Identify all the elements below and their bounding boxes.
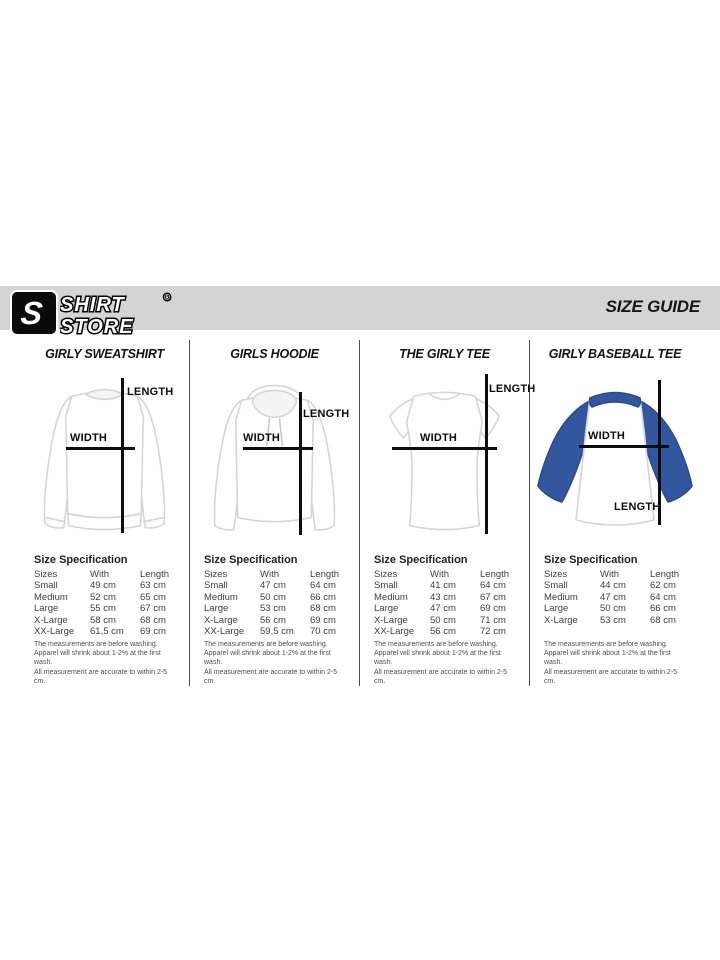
spec-cell: Large <box>204 603 229 615</box>
spec-col-header: Sizes <box>204 569 228 580</box>
spec-table <box>544 569 686 626</box>
measurement-footnote <box>204 640 345 686</box>
page-title: SIZE GUIDE <box>605 297 700 316</box>
spec-col-header: Sizes <box>544 569 568 580</box>
spec-cell: 64 cm <box>480 580 506 592</box>
spec-col-header: Length <box>650 569 680 580</box>
spec-cell: 47 cm <box>600 591 626 603</box>
spec-cell: X-Large <box>204 614 238 626</box>
spec-cell: 53 cm <box>260 603 286 615</box>
spec-col-header: Sizes <box>34 569 58 580</box>
spec-cell: Medium <box>34 591 68 603</box>
spec-cell: 41 cm <box>430 580 456 592</box>
width-measure-line <box>579 445 669 448</box>
spec-heading: Size Specification <box>374 554 468 566</box>
spec-cell: 68 cm <box>310 603 336 615</box>
spec-cell: 68 cm <box>140 614 166 626</box>
spec-col-header: With <box>600 569 619 580</box>
registered-mark-icon: ® <box>164 293 171 302</box>
spec-col-header: With <box>260 569 279 580</box>
spec-cell: XX-Large <box>34 626 75 638</box>
hoodie-drawing <box>190 370 359 546</box>
spec-cell: 64 cm <box>650 591 676 603</box>
spec-cell: Medium <box>204 591 238 603</box>
tee-illustration <box>360 370 536 546</box>
spec-col-header: Sizes <box>374 569 398 580</box>
length-measure-line <box>485 374 488 534</box>
spec-row <box>204 615 345 626</box>
size-specification <box>34 554 175 638</box>
width-label: WIDTH <box>243 432 281 444</box>
spec-row <box>204 580 345 591</box>
spec-header-row <box>204 569 345 580</box>
column-title: GIRLY SWEATSHIRT <box>45 347 164 361</box>
spec-row <box>34 603 175 614</box>
spec-col-header: With <box>430 569 449 580</box>
spec-cell: 65 cm <box>140 591 166 603</box>
spec-row <box>374 603 515 614</box>
column-the-girly-tee <box>360 340 536 686</box>
spec-table <box>34 569 175 637</box>
spec-cell: 59,5 cm <box>260 626 294 638</box>
spec-cell: 50 cm <box>260 591 286 603</box>
measurement-footnote <box>544 640 686 686</box>
spec-row <box>544 603 686 614</box>
column-title: GIRLS HOODIE <box>230 347 319 361</box>
spec-cell: X-Large <box>374 614 408 626</box>
spec-cell: XX-Large <box>204 626 245 638</box>
spec-heading: Size Specification <box>544 554 638 566</box>
width-measure-line <box>66 447 135 450</box>
spec-cell: 44 cm <box>600 580 626 592</box>
spec-cell: Small <box>204 580 228 592</box>
spec-cell: 55 cm <box>90 603 116 615</box>
size-specification <box>374 554 515 638</box>
spec-row <box>374 580 515 591</box>
spec-row <box>204 626 345 637</box>
spec-row <box>374 626 515 637</box>
length-measure-line <box>121 378 124 533</box>
footnote-line: The measurements are before washing. <box>34 641 158 648</box>
footnote-line: The measurements are before washing. <box>544 641 668 648</box>
spec-row <box>544 580 686 591</box>
spec-row <box>544 615 686 626</box>
brand-line1: SHIRT <box>60 294 125 316</box>
brand-wordmark <box>60 292 190 340</box>
size-specification <box>544 554 686 638</box>
brand-line2: STORE <box>60 316 134 338</box>
spec-col-header: Length <box>480 569 510 580</box>
spec-cell: 61,5 cm <box>90 626 124 638</box>
length-label: LENGTH <box>127 386 174 398</box>
footnote-line: The measurements are before washing. <box>374 641 498 648</box>
column-girly-baseball-tee <box>530 340 700 686</box>
hoodie-illustration <box>190 370 359 546</box>
spec-cell: 67 cm <box>480 591 506 603</box>
spec-cell: X-Large <box>544 614 578 626</box>
spec-cell: 56 cm <box>430 626 456 638</box>
spec-col-header: With <box>90 569 109 580</box>
spec-cell: 49 cm <box>90 580 116 592</box>
sweatshirt-illustration <box>20 370 189 546</box>
spec-cell: 47 cm <box>430 603 456 615</box>
spec-cell: 56 cm <box>260 614 286 626</box>
spec-cell: 66 cm <box>650 603 676 615</box>
spec-cell: 72 cm <box>480 626 506 638</box>
spec-cell: 63 cm <box>140 580 166 592</box>
column-title: GIRLY BASEBALL TEE <box>548 347 682 361</box>
spec-cell: 52 cm <box>90 591 116 603</box>
spec-cell: Small <box>374 580 398 592</box>
spec-cell: XX-Large <box>374 626 415 638</box>
width-label: WIDTH <box>420 432 458 444</box>
footnote-line: All measurement are accurate to within 2-5 cm. <box>204 668 338 685</box>
spec-cell: 69 cm <box>140 626 166 638</box>
brand-s-icon <box>12 292 56 334</box>
footnote-line: The measurements are before washing. <box>204 641 328 648</box>
size-specification <box>204 554 345 638</box>
tee-drawing <box>360 370 529 546</box>
brand-s-glyph: S <box>19 295 45 331</box>
baseball-tee-drawing <box>530 370 700 546</box>
length-label: LENGTH <box>489 383 536 395</box>
spec-cell: 70 cm <box>310 626 336 638</box>
column-girly-sweatshirt <box>20 340 190 686</box>
spec-table <box>374 569 515 637</box>
spec-cell: Small <box>34 580 58 592</box>
spec-header-row <box>374 569 515 580</box>
spec-cell: Medium <box>544 591 578 603</box>
shirt-store-logo <box>12 292 190 340</box>
spec-row <box>374 592 515 603</box>
width-measure-line <box>392 447 497 450</box>
spec-row <box>34 626 175 637</box>
spec-cell: Large <box>34 603 59 615</box>
spec-heading: Size Specification <box>34 554 128 566</box>
spec-row <box>544 592 686 603</box>
length-measure-line <box>299 392 302 535</box>
spec-cell: 50 cm <box>430 614 456 626</box>
spec-cell: Small <box>544 580 568 592</box>
spec-cell: 71 cm <box>480 614 506 626</box>
spec-row <box>204 603 345 614</box>
measurement-footnote <box>374 640 515 686</box>
spec-row <box>34 615 175 626</box>
footnote-line: Apparel will shrink about 1-2% at the first wash. <box>34 650 161 667</box>
spec-row <box>34 580 175 591</box>
footnote-line: Apparel will shrink about 1-2% at the first wash. <box>544 650 671 667</box>
size-guide-columns <box>20 340 700 685</box>
column-title: THE GIRLY TEE <box>399 347 490 361</box>
spec-row <box>374 615 515 626</box>
spec-cell: Large <box>544 603 569 615</box>
spec-cell: 68 cm <box>650 614 676 626</box>
spec-cell: 69 cm <box>480 603 506 615</box>
spec-row <box>204 592 345 603</box>
footnote-line: Apparel will shrink about 1-2% at the first wash. <box>204 650 331 667</box>
spec-row <box>34 592 175 603</box>
spec-header-row <box>544 569 686 580</box>
spec-cell: 67 cm <box>140 603 166 615</box>
width-label: WIDTH <box>70 432 108 444</box>
width-measure-line <box>243 447 313 450</box>
spec-cell: 43 cm <box>430 591 456 603</box>
spec-cell: 64 cm <box>310 580 336 592</box>
spec-col-header: Length <box>140 569 170 580</box>
baseball-tee-illustration <box>530 370 700 546</box>
spec-cell: Large <box>374 603 399 615</box>
footnote-line: All measurement are accurate to within 2-5 cm. <box>544 668 678 685</box>
length-label: LENGTH <box>614 501 661 513</box>
width-label: WIDTH <box>588 430 626 442</box>
column-girls-hoodie <box>190 340 360 686</box>
footnote-line: All measurement are accurate to within 2-5 cm. <box>374 668 508 685</box>
footnote-line: All measurement are accurate to within 2-5 cm. <box>34 668 168 685</box>
spec-cell: 50 cm <box>600 603 626 615</box>
spec-header-row <box>34 569 175 580</box>
spec-col-header: Length <box>310 569 340 580</box>
spec-heading: Size Specification <box>204 554 298 566</box>
spec-cell: Medium <box>374 591 408 603</box>
spec-cell: 53 cm <box>600 614 626 626</box>
spec-cell: 69 cm <box>310 614 336 626</box>
spec-cell: 62 cm <box>650 580 676 592</box>
footnote-line: Apparel will shrink about 1-2% at the first wash. <box>374 650 501 667</box>
measurement-footnote <box>34 640 175 686</box>
spec-cell: 58 cm <box>90 614 116 626</box>
spec-cell: X-Large <box>34 614 68 626</box>
spec-cell: 66 cm <box>310 591 336 603</box>
spec-cell: 47 cm <box>260 580 286 592</box>
length-label: LENGTH <box>303 408 350 420</box>
spec-table <box>204 569 345 637</box>
